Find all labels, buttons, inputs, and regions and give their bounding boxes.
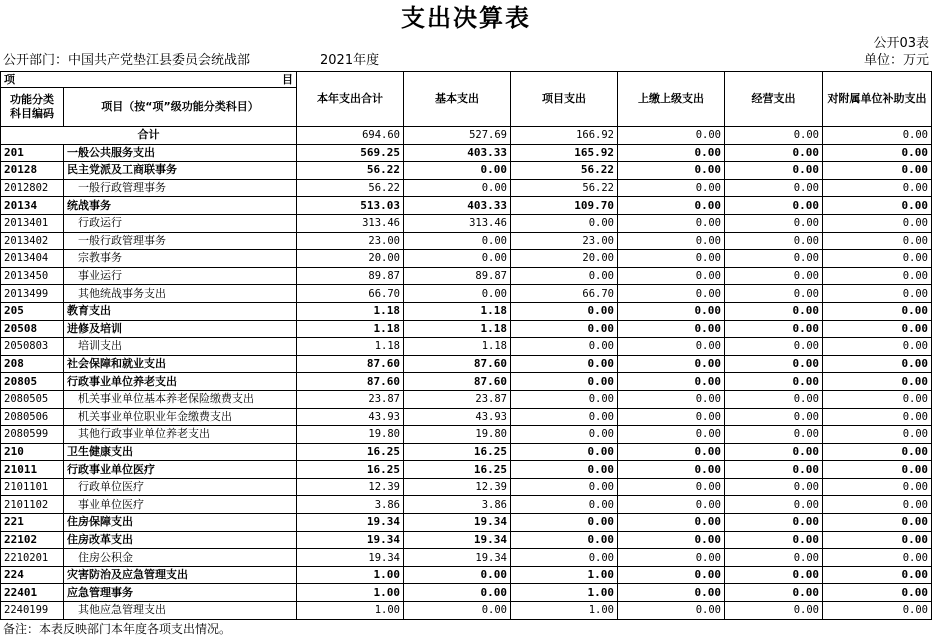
row-value-5: 0.00 [823,602,932,620]
row-value-3: 0.00 [618,302,725,320]
row-code: 208 [1,355,64,373]
row-value-2: 165.92 [511,144,618,162]
table-row [1,355,932,373]
row-value-1: 19.34 [404,514,511,532]
row-value-5: 0.00 [823,144,932,162]
row-value-4: 0.00 [725,197,823,215]
row-value-3: 0.00 [618,408,725,426]
row-value-5: 0.00 [823,584,932,602]
row-value-2: 0.00 [511,355,618,373]
row-value-1: 19.80 [404,426,511,444]
row-value-2: 0.00 [511,461,618,479]
row-value-3: 0.00 [618,478,725,496]
col-header-3: 上缴上级支出 [618,72,725,127]
row-value-5: 0.00 [823,549,932,567]
expenditure-table [0,71,932,620]
row-value-5: 0.00 [823,267,932,285]
row-value-1: 16.25 [404,443,511,461]
table-row [1,496,932,514]
row-name: 机关事业单位职业年金缴费支出 [64,408,297,426]
row-value-1: 0.00 [404,584,511,602]
row-value-1: 16.25 [404,461,511,479]
row-value-4: 0.00 [725,338,823,356]
row-value-2: 0.00 [511,443,618,461]
row-value-4: 0.00 [725,250,823,268]
row-name: 行政单位医疗 [64,478,297,496]
row-value-5: 0.00 [823,496,932,514]
row-value-3: 0.00 [618,514,725,532]
row-value-1: 527.69 [404,127,511,145]
row-name: 社会保障和就业支出 [64,355,297,373]
row-value-2: 166.92 [511,127,618,145]
row-value-2: 0.00 [511,496,618,514]
row-value-2: 1.00 [511,566,618,584]
row-value-0: 694.60 [297,127,404,145]
row-value-5: 0.00 [823,162,932,180]
row-value-3: 0.00 [618,320,725,338]
row-code: 20805 [1,373,64,391]
row-value-0: 23.00 [297,232,404,250]
row-value-5: 0.00 [823,408,932,426]
row-value-1: 403.33 [404,197,511,215]
row-name: 住房公积金 [64,549,297,567]
row-name: 应急管理事务 [64,584,297,602]
row-name: 一般公共服务支出 [64,144,297,162]
row-value-4: 0.00 [725,566,823,584]
row-value-0: 66.70 [297,285,404,303]
col-header-0: 本年支出合计 [297,72,404,127]
row-value-2: 56.22 [511,162,618,180]
row-value-2: 0.00 [511,514,618,532]
row-value-4: 0.00 [725,584,823,602]
row-value-5: 0.00 [823,373,932,391]
row-value-0: 1.00 [297,602,404,620]
row-value-2: 66.70 [511,285,618,303]
row-value-3: 0.00 [618,232,725,250]
row-value-0: 1.00 [297,584,404,602]
row-value-2: 0.00 [511,478,618,496]
row-code: 2080599 [1,426,64,444]
row-code: 2080505 [1,390,64,408]
row-value-2: 23.00 [511,232,618,250]
row-code: 221 [1,514,64,532]
row-value-0: 3.86 [297,496,404,514]
row-value-5: 0.00 [823,214,932,232]
row-value-4: 0.00 [725,267,823,285]
table-row [1,426,932,444]
row-value-2: 0.00 [511,320,618,338]
row-code: 2240199 [1,602,64,620]
row-value-3: 0.00 [618,285,725,303]
row-name: 灾害防治及应急管理支出 [64,566,297,584]
row-value-3: 0.00 [618,461,725,479]
table-row [1,373,932,391]
row-value-0: 89.87 [297,267,404,285]
footnote: 备注：本表反映部门本年度各项支出情况。 [3,622,232,636]
row-code: 2013404 [1,250,64,268]
row-value-2: 20.00 [511,250,618,268]
row-value-0: 513.03 [297,197,404,215]
row-value-0: 23.87 [297,390,404,408]
row-value-0: 569.25 [297,144,404,162]
row-value-2: 1.00 [511,602,618,620]
row-value-0: 1.18 [297,338,404,356]
col-header-2: 项目支出 [511,72,618,127]
row-value-3: 0.00 [618,602,725,620]
row-value-4: 0.00 [725,320,823,338]
row-value-4: 0.00 [725,549,823,567]
row-value-0: 16.25 [297,461,404,479]
department-label: 公开部门：中国共产党垫江县委员会统战部 [3,53,251,68]
row-value-4: 0.00 [725,602,823,620]
table-row [1,250,932,268]
row-name: 事业单位医疗 [64,496,297,514]
row-value-3: 0.00 [618,197,725,215]
row-name: 其他应急管理支出 [64,602,297,620]
row-value-0: 56.22 [297,162,404,180]
row-value-1: 3.86 [404,496,511,514]
row-value-2: 0.00 [511,373,618,391]
col-header-code: 功能分类 科目编码 [1,88,64,127]
row-code: 20134 [1,197,64,215]
unit-label: 单位：万元 [863,53,929,68]
row-value-4: 0.00 [725,373,823,391]
row-value-1: 23.87 [404,390,511,408]
row-value-4: 0.00 [725,285,823,303]
row-value-2: 0.00 [511,390,618,408]
row-value-0: 19.34 [297,514,404,532]
row-value-0: 12.39 [297,478,404,496]
row-value-5: 0.00 [823,338,932,356]
row-value-1: 19.34 [404,531,511,549]
col-header-name: 项目（按“项”级功能分类科目） [64,88,297,127]
table-row [1,338,932,356]
row-value-5: 0.00 [823,197,932,215]
col-header-5: 对附属单位补助支出 [823,72,932,127]
row-code: 2050803 [1,338,64,356]
row-code: 2101102 [1,496,64,514]
row-name: 住房保障支出 [64,514,297,532]
row-code: 2013450 [1,267,64,285]
row-value-1: 0.00 [404,162,511,180]
row-value-5: 0.00 [823,127,932,145]
row-name: 一般行政管理事务 [64,179,297,197]
row-value-3: 0.00 [618,179,725,197]
row-value-3: 0.00 [618,144,725,162]
row-value-5: 0.00 [823,443,932,461]
table-row [1,320,932,338]
row-name: 住房改革支出 [64,531,297,549]
row-value-3: 0.00 [618,426,725,444]
row-name: 一般行政管理事务 [64,232,297,250]
row-code: 201 [1,144,64,162]
row-value-3: 0.00 [618,355,725,373]
row-value-0: 43.93 [297,408,404,426]
table-row [1,478,932,496]
row-value-3: 0.00 [618,566,725,584]
row-value-3: 0.00 [618,338,725,356]
row-value-3: 0.00 [618,584,725,602]
row-value-1: 1.18 [404,302,511,320]
row-value-5: 0.00 [823,250,932,268]
table-row [1,302,932,320]
row-value-0: 87.60 [297,355,404,373]
col-header-4: 经营支出 [725,72,823,127]
row-value-1: 0.00 [404,566,511,584]
table-row [1,267,932,285]
row-value-5: 0.00 [823,390,932,408]
row-value-5: 0.00 [823,426,932,444]
row-value-0: 87.60 [297,373,404,391]
row-code: 205 [1,302,64,320]
row-value-4: 0.00 [725,426,823,444]
row-value-4: 0.00 [725,408,823,426]
row-code: 20128 [1,162,64,180]
row-code: 2012802 [1,179,64,197]
table-row [1,584,932,602]
table-row [1,232,932,250]
table-row [1,443,932,461]
row-name: 培训支出 [64,338,297,356]
row-value-5: 0.00 [823,531,932,549]
row-value-5: 0.00 [823,285,932,303]
row-value-4: 0.00 [725,531,823,549]
row-value-5: 0.00 [823,179,932,197]
row-value-4: 0.00 [725,478,823,496]
row-value-1: 0.00 [404,285,511,303]
row-name: 教育支出 [64,302,297,320]
row-value-5: 0.00 [823,461,932,479]
row-code: 2013499 [1,285,64,303]
row-name: 卫生健康支出 [64,443,297,461]
row-value-4: 0.00 [725,390,823,408]
table-row [1,197,932,215]
row-code: 21011 [1,461,64,479]
row-value-5: 0.00 [823,566,932,584]
table-row [1,566,932,584]
table-row [1,162,932,180]
row-value-2: 1.00 [511,584,618,602]
row-value-0: 19.34 [297,549,404,567]
table-row [1,408,932,426]
row-value-3: 0.00 [618,496,725,514]
page-title: 支出决算表 [401,4,531,32]
row-name: 民主党派及工商联事务 [64,162,297,180]
table-row [1,531,932,549]
row-name: 其他行政事业单位养老支出 [64,426,297,444]
row-value-2: 0.00 [511,408,618,426]
row-name: 机关事业单位基本养老保险缴费支出 [64,390,297,408]
row-value-0: 313.46 [297,214,404,232]
row-value-5: 0.00 [823,514,932,532]
row-value-0: 16.25 [297,443,404,461]
row-value-4: 0.00 [725,214,823,232]
row-name: 宗教事务 [64,250,297,268]
table-row [1,461,932,479]
row-value-2: 56.22 [511,179,618,197]
row-value-0: 1.18 [297,320,404,338]
row-value-4: 0.00 [725,127,823,145]
row-value-5: 0.00 [823,478,932,496]
row-code: 2101101 [1,478,64,496]
table-row [1,602,932,620]
row-value-4: 0.00 [725,514,823,532]
row-value-0: 19.80 [297,426,404,444]
row-value-1: 89.87 [404,267,511,285]
table-row [1,549,932,567]
row-value-4: 0.00 [725,302,823,320]
row-name: 行政事业单位医疗 [64,461,297,479]
row-value-3: 0.00 [618,443,725,461]
header-xiang: 项 [4,72,15,86]
row-value-4: 0.00 [725,144,823,162]
row-value-2: 0.00 [511,426,618,444]
row-name: 事业运行 [64,267,297,285]
row-value-1: 0.00 [404,232,511,250]
row-value-3: 0.00 [618,250,725,268]
row-value-0: 56.22 [297,179,404,197]
row-value-3: 0.00 [618,214,725,232]
row-code: 2080506 [1,408,64,426]
row-code: 20508 [1,320,64,338]
row-code: 2013401 [1,214,64,232]
row-value-4: 0.00 [725,162,823,180]
row-value-4: 0.00 [725,443,823,461]
row-code: 224 [1,566,64,584]
row-value-4: 0.00 [725,461,823,479]
row-value-1: 87.60 [404,355,511,373]
row-value-3: 0.00 [618,127,725,145]
row-value-3: 0.00 [618,373,725,391]
row-code: 2210201 [1,549,64,567]
row-value-1: 1.18 [404,320,511,338]
row-value-0: 1.18 [297,302,404,320]
row-value-2: 0.00 [511,267,618,285]
table-row [1,214,932,232]
table-row [1,390,932,408]
row-value-3: 0.00 [618,531,725,549]
row-value-2: 0.00 [511,549,618,567]
row-value-1: 0.00 [404,179,511,197]
row-value-5: 0.00 [823,355,932,373]
total-label: 合计 [1,127,297,145]
row-value-3: 0.00 [618,162,725,180]
row-value-3: 0.00 [618,549,725,567]
row-value-3: 0.00 [618,390,725,408]
row-name: 进修及培训 [64,320,297,338]
header-mu: 目 [282,72,293,86]
row-value-1: 1.18 [404,338,511,356]
row-value-2: 0.00 [511,214,618,232]
header-xiang-mu [1,72,297,88]
row-value-5: 0.00 [823,302,932,320]
year-label: 2021年度 [320,53,380,68]
row-value-5: 0.00 [823,232,932,250]
table-row [1,179,932,197]
table-row [1,285,932,303]
row-code: 22401 [1,584,64,602]
row-value-2: 0.00 [511,531,618,549]
table-row [1,144,932,162]
row-value-1: 403.33 [404,144,511,162]
row-value-3: 0.00 [618,267,725,285]
row-value-1: 87.60 [404,373,511,391]
table-row [1,514,932,532]
row-value-0: 1.00 [297,566,404,584]
row-code: 210 [1,443,64,461]
row-value-1: 313.46 [404,214,511,232]
row-value-5: 0.00 [823,320,932,338]
row-value-4: 0.00 [725,496,823,514]
row-value-2: 0.00 [511,338,618,356]
row-value-0: 19.34 [297,531,404,549]
row-value-1: 0.00 [404,602,511,620]
row-value-1: 43.93 [404,408,511,426]
row-value-4: 0.00 [725,179,823,197]
row-name: 行政事业单位养老支出 [64,373,297,391]
doc-number: 公开03表 [873,36,929,51]
row-value-1: 19.34 [404,549,511,567]
row-name: 统战事务 [64,197,297,215]
row-value-0: 20.00 [297,250,404,268]
row-code: 22102 [1,531,64,549]
row-value-1: 0.00 [404,250,511,268]
row-value-2: 0.00 [511,302,618,320]
table-row [1,127,932,145]
row-value-4: 0.00 [725,355,823,373]
row-value-2: 109.70 [511,197,618,215]
row-name: 其他统战事务支出 [64,285,297,303]
row-code: 2013402 [1,232,64,250]
row-value-4: 0.00 [725,232,823,250]
col-header-1: 基本支出 [404,72,511,127]
row-name: 行政运行 [64,214,297,232]
row-value-1: 12.39 [404,478,511,496]
